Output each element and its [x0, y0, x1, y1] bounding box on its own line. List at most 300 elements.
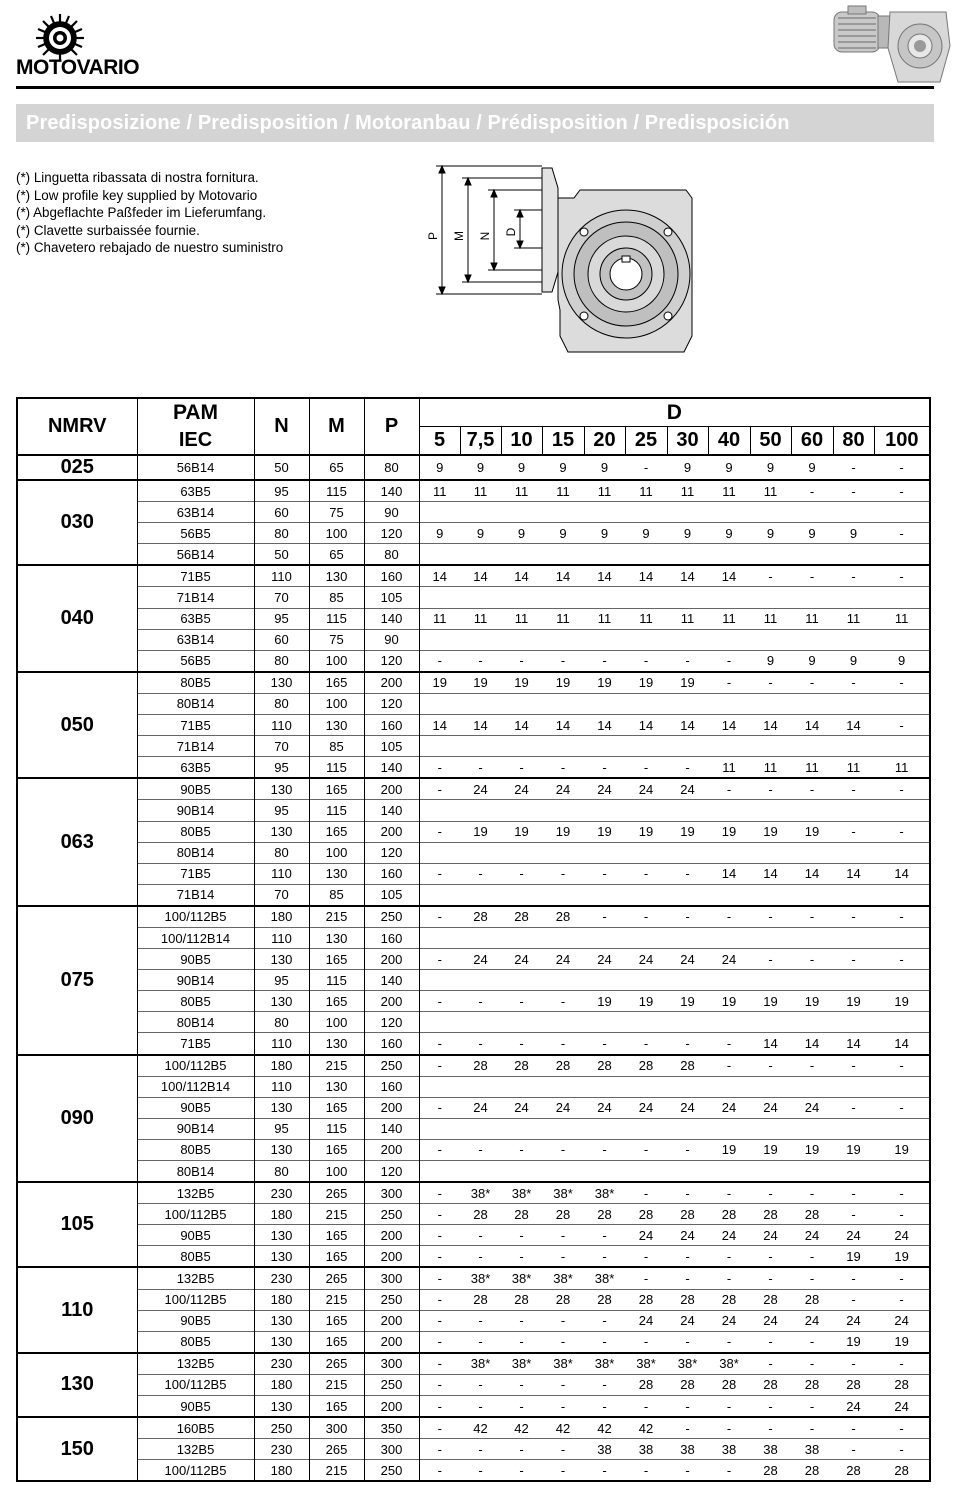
table-row [17, 523, 930, 544]
cell-d [625, 736, 667, 757]
cell-d: 28 [460, 1289, 501, 1310]
header-d-col: 60 [791, 427, 833, 456]
cell-n: 95 [254, 608, 309, 629]
dim-label-d: D [504, 227, 518, 237]
cell-d: - [501, 1139, 542, 1160]
cell-d [584, 1012, 625, 1033]
cell-d: 11 [708, 757, 750, 779]
cell-m: 75 [309, 502, 364, 523]
cell-d: - [501, 863, 542, 884]
table-row [17, 927, 930, 948]
cell-d: - [874, 1204, 930, 1225]
cell-d: 38* [542, 1353, 584, 1375]
cell-m: 165 [309, 1246, 364, 1268]
cell-d: 11 [667, 608, 708, 629]
cell-d: - [419, 1139, 460, 1160]
cell-d [625, 1012, 667, 1033]
cell-n: 110 [254, 1033, 309, 1055]
cell-p: 105 [364, 736, 419, 757]
cell-d: - [833, 1439, 874, 1460]
cell-d: 9 [460, 455, 501, 480]
cell-n: 180 [254, 906, 309, 928]
cell-n: 110 [254, 927, 309, 948]
cell-d: 11 [833, 757, 874, 779]
cell-d [460, 1076, 501, 1097]
cell-d: - [501, 1396, 542, 1418]
cell-d: 14 [584, 715, 625, 736]
cell-d: 19 [874, 991, 930, 1012]
cell-d: 24 [625, 949, 667, 970]
cell-m: 265 [309, 1439, 364, 1460]
cell-n: 80 [254, 523, 309, 544]
cell-p: 300 [364, 1267, 419, 1289]
cell-m: 100 [309, 1012, 364, 1033]
cell-iec: 63B14 [137, 502, 254, 523]
cell-d [833, 1161, 874, 1183]
cell-d: 9 [419, 523, 460, 544]
cell-d [460, 544, 501, 566]
cell-d: 24 [791, 1310, 833, 1331]
cell-d: 28 [750, 1460, 791, 1482]
cell-d: - [460, 1033, 501, 1055]
cell-d: 28 [708, 1204, 750, 1225]
cell-d [460, 842, 501, 863]
cell-d [667, 970, 708, 991]
cell-d [708, 629, 750, 650]
table-row [17, 1055, 930, 1077]
cell-d: - [419, 1289, 460, 1310]
cell-d: 11 [419, 608, 460, 629]
cell-d [460, 1118, 501, 1139]
cell-d: 24 [501, 1097, 542, 1118]
cell-d [542, 1076, 584, 1097]
cell-d: 28 [542, 1289, 584, 1310]
cell-d: 19 [584, 991, 625, 1012]
cell-m: 215 [309, 1374, 364, 1395]
cell-d: 19 [460, 821, 501, 842]
cell-d: - [833, 1204, 874, 1225]
cell-d: 24 [750, 1097, 791, 1118]
cell-d: 14 [791, 715, 833, 736]
dimension-table [16, 397, 931, 1482]
table-row [17, 1396, 930, 1418]
cell-d: - [750, 1267, 791, 1289]
cell-d: 11 [419, 480, 460, 502]
cell-d: - [625, 1331, 667, 1353]
cell-d [708, 970, 750, 991]
cell-d [708, 1076, 750, 1097]
cell-d: 38* [584, 1182, 625, 1204]
cell-d: - [584, 1331, 625, 1353]
cell-d [584, 800, 625, 821]
cell-d: 28 [667, 1289, 708, 1310]
cell-d: - [584, 1374, 625, 1395]
cell-m: 300 [309, 1417, 364, 1439]
cell-iec: 90B14 [137, 800, 254, 821]
cell-d [625, 1161, 667, 1183]
table-row [17, 757, 930, 779]
cell-n: 110 [254, 715, 309, 736]
cell-d [874, 736, 930, 757]
nmrv-size: 075 [17, 906, 137, 1055]
cell-iec: 132B5 [137, 1353, 254, 1375]
cell-d: 11 [750, 480, 791, 502]
cell-d [460, 1012, 501, 1033]
cell-d: 19 [419, 672, 460, 694]
cell-d: 28 [750, 1204, 791, 1225]
cell-d [874, 544, 930, 566]
cell-d: - [584, 1033, 625, 1055]
table-row [17, 842, 930, 863]
cell-d: 11 [542, 608, 584, 629]
table-row [17, 502, 930, 523]
nmrv-size: 050 [17, 672, 137, 778]
cell-d [791, 693, 833, 714]
cell-d: - [542, 991, 584, 1012]
cell-d: - [625, 455, 667, 480]
cell-d [460, 927, 501, 948]
header-d-col: 80 [833, 427, 874, 456]
cell-d: - [419, 1460, 460, 1482]
cell-iec: 132B5 [137, 1439, 254, 1460]
cell-d: - [874, 906, 930, 928]
table-row [17, 778, 930, 800]
cell-d: - [708, 778, 750, 800]
cell-d: 14 [501, 565, 542, 587]
cell-d: 24 [708, 1310, 750, 1331]
cell-p: 200 [364, 1225, 419, 1246]
cell-d: - [833, 672, 874, 694]
cell-n: 130 [254, 778, 309, 800]
cell-iec: 71B14 [137, 587, 254, 608]
cell-d: - [419, 1310, 460, 1331]
cell-d: - [708, 1417, 750, 1439]
cell-d: - [625, 1246, 667, 1268]
cell-p: 140 [364, 480, 419, 502]
cell-d: - [791, 1267, 833, 1289]
cell-n: 110 [254, 565, 309, 587]
table-row [17, 736, 930, 757]
cell-n: 130 [254, 1225, 309, 1246]
cell-d: - [625, 1396, 667, 1418]
cell-n: 95 [254, 970, 309, 991]
cell-d: 19 [833, 1246, 874, 1268]
cell-d: 24 [501, 949, 542, 970]
cell-d: - [667, 863, 708, 884]
cell-n: 95 [254, 800, 309, 821]
cell-d: - [419, 757, 460, 779]
cell-d: - [750, 906, 791, 928]
cell-d: 24 [625, 1310, 667, 1331]
cell-d [542, 884, 584, 906]
cell-d: - [584, 757, 625, 779]
cell-d: - [833, 778, 874, 800]
cell-d: - [625, 1139, 667, 1160]
cell-d: 38* [667, 1353, 708, 1375]
cell-m: 165 [309, 1097, 364, 1118]
cell-d: - [501, 757, 542, 779]
cell-d [419, 1012, 460, 1033]
cell-d [419, 970, 460, 991]
cell-d: - [460, 650, 501, 672]
cell-d: - [667, 1267, 708, 1289]
header-d-col: 40 [708, 427, 750, 456]
cell-m: 165 [309, 1331, 364, 1353]
cell-d [833, 1076, 874, 1097]
cell-d [750, 884, 791, 906]
cell-d [750, 1012, 791, 1033]
nmrv-size: 030 [17, 480, 137, 565]
cell-d: 24 [667, 1097, 708, 1118]
cell-d: 42 [460, 1417, 501, 1439]
cell-d [542, 693, 584, 714]
cell-iec: 100/112B5 [137, 1204, 254, 1225]
cell-d: 24 [460, 1097, 501, 1118]
cell-d: 9 [750, 455, 791, 480]
cell-d: 11 [791, 757, 833, 779]
cell-iec: 56B5 [137, 650, 254, 672]
cell-d [750, 842, 791, 863]
cell-p: 200 [364, 949, 419, 970]
cell-d: 38* [584, 1267, 625, 1289]
cell-n: 180 [254, 1460, 309, 1482]
cell-iec: 100/112B14 [137, 927, 254, 948]
table-row [17, 970, 930, 991]
cell-d [625, 693, 667, 714]
cell-d: - [791, 949, 833, 970]
cell-d: 19 [667, 672, 708, 694]
cell-d [708, 1118, 750, 1139]
cell-d [708, 1012, 750, 1033]
cell-d: - [501, 1033, 542, 1055]
cell-d: 9 [419, 455, 460, 480]
header-d-col: 5 [419, 427, 460, 456]
cell-m: 130 [309, 1033, 364, 1055]
cell-p: 90 [364, 629, 419, 650]
cell-d: 14 [750, 863, 791, 884]
cell-d: 11 [708, 480, 750, 502]
cell-d [667, 1076, 708, 1097]
cell-d: 14 [791, 863, 833, 884]
cell-d: 28 [667, 1055, 708, 1077]
cell-d: - [874, 455, 930, 480]
cell-p: 160 [364, 565, 419, 587]
cell-m: 165 [309, 821, 364, 842]
cell-d: - [667, 1139, 708, 1160]
cell-d [460, 970, 501, 991]
cell-d: 9 [584, 455, 625, 480]
table-row [17, 1331, 930, 1353]
cell-d [419, 502, 460, 523]
cell-d: 14 [750, 715, 791, 736]
cell-n: 130 [254, 1331, 309, 1353]
cell-d [874, 927, 930, 948]
cell-d: - [460, 757, 501, 779]
cell-d [667, 1161, 708, 1183]
cell-d: - [750, 1331, 791, 1353]
cell-d: - [750, 672, 791, 694]
cell-d [708, 927, 750, 948]
cell-d: 24 [542, 1097, 584, 1118]
cell-d [584, 842, 625, 863]
cell-p: 350 [364, 1417, 419, 1439]
cell-iec: 90B5 [137, 778, 254, 800]
table-row [17, 1097, 930, 1118]
cell-d: - [501, 1439, 542, 1460]
cell-d [791, 587, 833, 608]
cell-d: 38* [460, 1182, 501, 1204]
cell-d: 38* [501, 1267, 542, 1289]
cell-d: 24 [584, 778, 625, 800]
cell-d: 11 [501, 608, 542, 629]
cell-d: 19 [874, 1246, 930, 1268]
cell-n: 230 [254, 1267, 309, 1289]
cell-iec: 100/112B5 [137, 1289, 254, 1310]
notes [16, 169, 283, 257]
cell-d: - [874, 949, 930, 970]
cell-d: - [874, 1439, 930, 1460]
cell-n: 50 [254, 544, 309, 566]
cell-d: 14 [460, 715, 501, 736]
cell-n: 180 [254, 1289, 309, 1310]
cell-d [542, 736, 584, 757]
cell-d: 19 [708, 821, 750, 842]
cell-d: 19 [625, 991, 667, 1012]
cell-d: - [874, 778, 930, 800]
cell-d: 28 [625, 1204, 667, 1225]
cell-d: 11 [874, 757, 930, 779]
cell-d: 19 [874, 1331, 930, 1353]
cell-d: - [419, 1353, 460, 1375]
cell-d [750, 927, 791, 948]
cell-d: 9 [542, 523, 584, 544]
cell-d [750, 1076, 791, 1097]
cell-d: 14 [833, 863, 874, 884]
cell-d [750, 502, 791, 523]
cell-d: - [625, 863, 667, 884]
cell-d: 28 [791, 1460, 833, 1482]
cell-d [833, 629, 874, 650]
cell-d [750, 544, 791, 566]
cell-iec: 80B14 [137, 1012, 254, 1033]
cell-d: - [419, 1439, 460, 1460]
cell-n: 95 [254, 480, 309, 502]
dimension-table-wrapper [16, 397, 931, 1482]
cell-d [501, 693, 542, 714]
cell-n: 180 [254, 1055, 309, 1077]
note-line: (*) Linguetta ribassata di nostra fornitura. [16, 170, 259, 185]
dim-label-n: N [478, 231, 492, 241]
cell-d: 14 [584, 565, 625, 587]
cell-m: 215 [309, 1055, 364, 1077]
cell-p: 140 [364, 608, 419, 629]
cell-p: 120 [364, 523, 419, 544]
cell-d: 42 [542, 1417, 584, 1439]
cell-iec: 63B14 [137, 629, 254, 650]
cell-d: - [419, 1246, 460, 1268]
cell-d [667, 544, 708, 566]
cell-d: - [501, 1374, 542, 1395]
cell-d [419, 884, 460, 906]
header-d-col: 20 [584, 427, 625, 456]
table-row [17, 1417, 930, 1439]
cell-d: - [460, 1225, 501, 1246]
cell-d [874, 800, 930, 821]
cell-d [833, 693, 874, 714]
cell-p: 200 [364, 1139, 419, 1160]
cell-n: 230 [254, 1182, 309, 1204]
cell-iec: 56B14 [137, 544, 254, 566]
cell-d: - [833, 1182, 874, 1204]
cell-iec: 90B5 [137, 949, 254, 970]
cell-d [791, 1076, 833, 1097]
cell-p: 140 [364, 800, 419, 821]
cell-d: 11 [625, 480, 667, 502]
cell-iec: 63B5 [137, 757, 254, 779]
cell-d [750, 800, 791, 821]
nmrv-size: 090 [17, 1055, 137, 1183]
cell-d [419, 629, 460, 650]
table-row [17, 693, 930, 714]
cell-d [584, 970, 625, 991]
cell-d: 9 [833, 650, 874, 672]
cell-iec: 71B14 [137, 884, 254, 906]
cell-d: 9 [833, 523, 874, 544]
cell-d: 28 [833, 1460, 874, 1482]
table-row [17, 1310, 930, 1331]
cell-d [501, 884, 542, 906]
cell-d [460, 502, 501, 523]
cell-d: - [791, 1396, 833, 1418]
table-row [17, 1267, 930, 1289]
table-row [17, 1182, 930, 1204]
cell-d: 19 [750, 821, 791, 842]
cell-iec: 80B14 [137, 693, 254, 714]
cell-d: - [584, 1225, 625, 1246]
cell-n: 130 [254, 1396, 309, 1418]
cell-d: - [584, 1139, 625, 1160]
cell-d: 38* [542, 1267, 584, 1289]
cell-m: 115 [309, 1118, 364, 1139]
cell-d: 9 [874, 650, 930, 672]
cell-d: 28 [874, 1460, 930, 1482]
cell-d [833, 884, 874, 906]
cell-d: 19 [460, 672, 501, 694]
cell-iec: 90B5 [137, 1396, 254, 1418]
cell-d [584, 1161, 625, 1183]
cell-d [501, 842, 542, 863]
cell-n: 70 [254, 587, 309, 608]
table-row [17, 800, 930, 821]
cell-d [667, 927, 708, 948]
cell-iec: 80B5 [137, 1331, 254, 1353]
cell-d: 9 [791, 523, 833, 544]
cell-d: 28 [708, 1374, 750, 1395]
cell-d [708, 693, 750, 714]
table-row [17, 1139, 930, 1160]
cell-p: 160 [364, 927, 419, 948]
cell-iec: 63B5 [137, 480, 254, 502]
header-nmrv: NMRV [17, 398, 137, 455]
cell-d: - [542, 1310, 584, 1331]
cell-n: 80 [254, 1161, 309, 1183]
cell-d [708, 800, 750, 821]
cell-d: 9 [791, 455, 833, 480]
cell-d: 19 [542, 672, 584, 694]
cell-m: 130 [309, 565, 364, 587]
cell-d: - [542, 757, 584, 779]
cell-d: - [750, 1417, 791, 1439]
